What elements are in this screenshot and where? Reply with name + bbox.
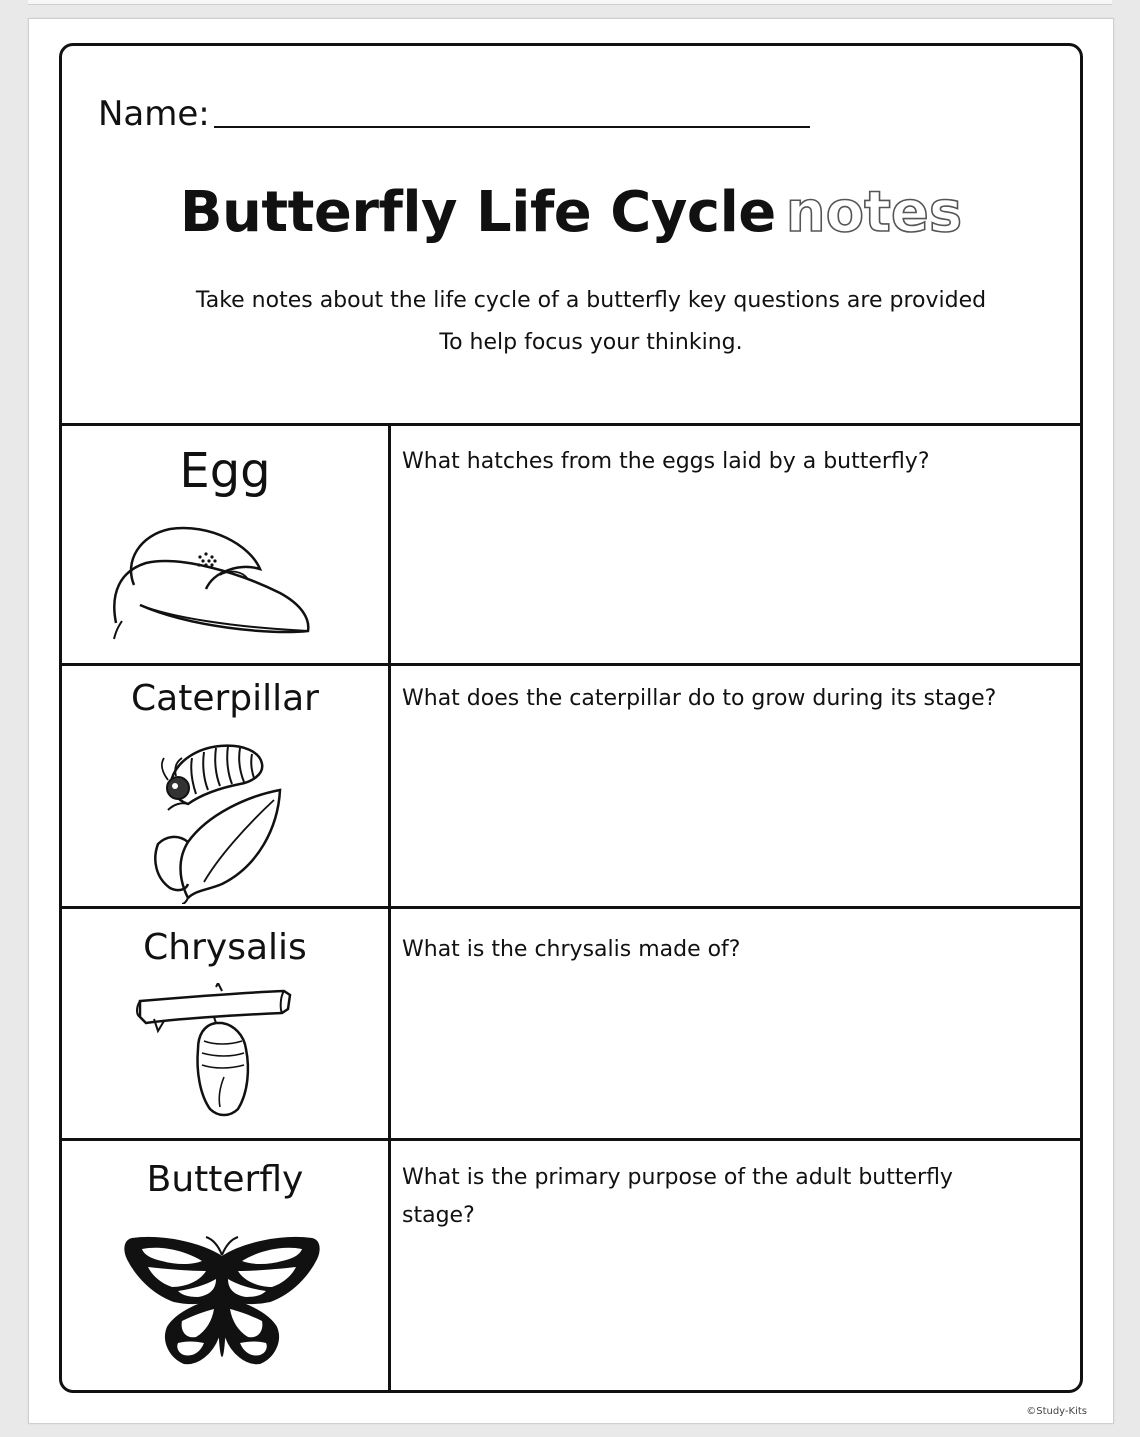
top-strip [28,0,1112,5]
title-notes: notes [785,180,963,245]
stage-title-caterpillar: Caterpillar [131,678,319,719]
name-line [214,126,810,128]
name-label: Name: [98,94,210,134]
stage-cell-egg [62,423,391,663]
butterfly-icon [122,1235,322,1371]
instructions-line-1: Take notes about the life cycle of a butterfly key questions are provided [195,288,987,313]
stage-row-chrysalis [62,909,1080,1141]
stage-row-butterfly [62,1141,1080,1393]
question-butterfly: What is the primary purpose of the adult butterfly stage? [402,1165,953,1228]
stage-cell-butterfly [62,1141,391,1393]
stage-row-egg [62,423,1080,666]
instructions-line-2: To help focus your thinking. [439,330,743,355]
stage-cell-chrysalis [62,909,391,1138]
egg-on-leaf-icon [110,523,320,643]
stage-cell-caterpillar [62,666,391,906]
worksheet-frame [59,43,1083,1393]
caterpillar-icon [148,738,288,904]
stage-title-egg: Egg [179,443,271,499]
copyright: ©Study-Kits [1026,1406,1087,1417]
worksheet-header [62,46,1080,426]
instructions [102,280,1080,364]
stage-title-butterfly: Butterfly [146,1159,304,1200]
stage-row-caterpillar [62,666,1080,909]
question-chrysalis: What is the chrysalis made of? [402,937,741,962]
stage-title-chrysalis: Chrysalis [143,927,307,968]
question-egg: What hatches from the eggs laid by a butterfly? [402,449,930,474]
page-title: Butterfly Life Cycle [179,180,776,245]
title-row [62,180,1080,245]
worksheet-page [28,18,1114,1424]
question-caterpillar: What does the caterpillar do to grow during its stage? [402,686,997,711]
chrysalis-icon [134,983,294,1123]
